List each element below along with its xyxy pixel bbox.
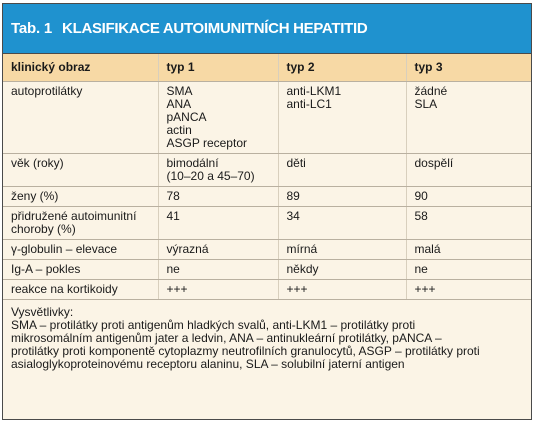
footnote-line: protilátky proti komponentě cytoplazmy neutrofilních granulocytů, ASGP – protilátky proti: [11, 344, 480, 358]
footnote-line: mikrosomálním antigenům jater a ledvin, ANA – antinukleární protilátky, pANCA –: [11, 331, 442, 345]
cell-text: SLA: [414, 97, 438, 111]
type-2-cell: [278, 154, 406, 187]
type-3-cell: [406, 187, 531, 207]
row-label-cell: [3, 207, 158, 240]
cell-text: choroby (%): [11, 222, 76, 236]
type-2-cell: [278, 260, 406, 280]
header-row: [3, 54, 531, 82]
cell-text: malá: [414, 242, 441, 256]
footnote-line: SMA – protilátky proti antigenům hladkých svalů, anti-LKM1 – protilátky proti: [11, 318, 416, 332]
footnotes: [3, 300, 531, 371]
cell-text: pANCA: [166, 110, 207, 124]
cell-text: mírná: [286, 242, 318, 256]
table-card: [2, 3, 532, 420]
type-2-cell: [278, 187, 406, 207]
cell-text: ne: [414, 262, 428, 276]
type-3-cell: [406, 154, 531, 187]
cell-text: 78: [166, 189, 180, 203]
cell-text: věk (roky): [11, 156, 64, 170]
type-3-cell: [406, 260, 531, 280]
type-3-cell: [406, 207, 531, 240]
column-header-clinical: klinický obraz: [3, 54, 158, 82]
cell-text: děti: [286, 156, 306, 170]
type-1-cell: [158, 240, 278, 260]
cell-text: (10–20 a 45–70): [166, 169, 255, 183]
table-row: [3, 187, 531, 207]
cell-text: +++: [286, 282, 308, 296]
cell-text: reakce na kortikoidy: [11, 282, 118, 296]
table-row: [3, 240, 531, 260]
column-header-type-2: typ 2: [278, 54, 406, 82]
row-label-cell: [3, 187, 158, 207]
table-title: KLASIFIKACE AUTOIMUNITNÍCH HEPATITID: [62, 20, 368, 37]
row-label-cell: [3, 280, 158, 300]
table-row: [3, 82, 531, 154]
type-1-cell: [158, 280, 278, 300]
type-1-cell: [158, 260, 278, 280]
cell-text: +++: [414, 282, 436, 296]
cell-text: γ-globulin – elevace: [11, 242, 118, 256]
column-header-type-1: typ 1: [158, 54, 278, 82]
cell-text: žádné: [414, 84, 448, 98]
type-2-cell: [278, 207, 406, 240]
cell-text: 90: [414, 189, 428, 203]
row-label-cell: [3, 82, 158, 154]
cell-text: přidružené autoimunitní: [11, 209, 137, 223]
cell-text: výrazná: [166, 242, 209, 256]
footnote-line: asialoglykoproteinovému receptoru alaninu, SLA – solubilní jaterní antigen: [11, 357, 405, 371]
type-2-cell: [278, 280, 406, 300]
type-2-cell: [278, 82, 406, 154]
cell-text: dospělí: [414, 156, 454, 170]
type-1-cell: [158, 82, 278, 154]
cell-text: anti-LKM1: [286, 84, 342, 98]
cell-text: ne: [166, 262, 180, 276]
cell-text: +++: [166, 282, 188, 296]
cell-text: anti-LC1: [286, 97, 332, 111]
table-row: [3, 260, 531, 280]
cell-text: někdy: [286, 262, 319, 276]
type-1-cell: [158, 154, 278, 187]
cell-text: 89: [286, 189, 300, 203]
footnote-line: Vysvětlivky:: [11, 305, 74, 319]
cell-text: ANA: [166, 97, 192, 111]
row-label-cell: [3, 240, 158, 260]
type-3-cell: [406, 82, 531, 154]
table-row: [3, 207, 531, 240]
cell-text: ženy (%): [11, 189, 59, 203]
table-number: Tab. 1: [11, 20, 53, 37]
type-1-cell: [158, 207, 278, 240]
type-3-cell: [406, 240, 531, 260]
table-row: [3, 154, 531, 187]
cell-text: bimodální: [166, 156, 219, 170]
column-header-type-3: typ 3: [406, 54, 531, 82]
row-label-cell: [3, 260, 158, 280]
cell-text: autoprotilátky: [11, 84, 83, 98]
table-title-bar: [3, 4, 531, 54]
row-label-cell: [3, 154, 158, 187]
cell-text: 58: [414, 209, 428, 223]
table-row: [3, 280, 531, 300]
cell-text: actin: [166, 123, 192, 137]
type-2-cell: [278, 240, 406, 260]
type-3-cell: [406, 280, 531, 300]
cell-text: SMA: [166, 84, 193, 98]
type-1-cell: [158, 187, 278, 207]
cell-text: Ig-A – pokles: [11, 262, 81, 276]
cell-text: 41: [166, 209, 180, 223]
classification-table: [3, 54, 531, 300]
cell-text: 34: [286, 209, 300, 223]
cell-text: ASGP receptor: [166, 136, 247, 150]
